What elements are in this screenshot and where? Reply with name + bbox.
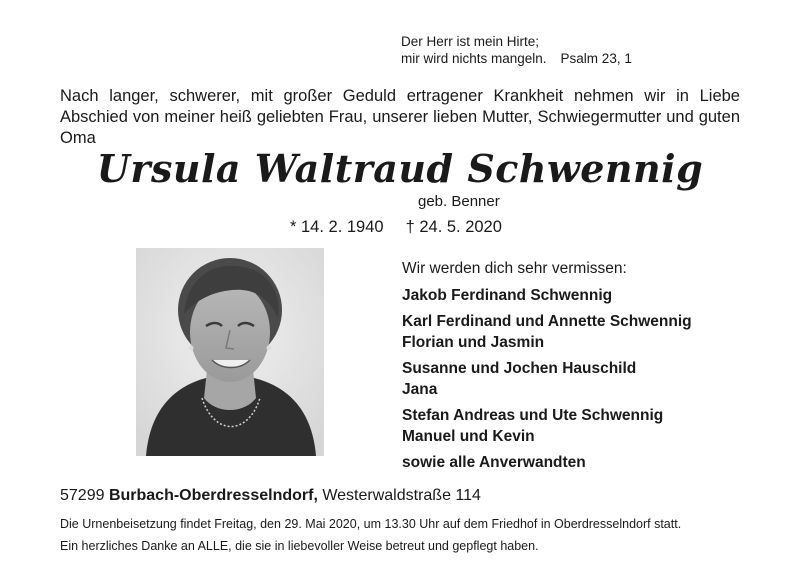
birth-name: geb. Benner — [418, 193, 500, 210]
verse-line-2 — [401, 50, 632, 67]
mourner-line: Jakob Ferdinand Schwennig — [402, 287, 613, 304]
mourner-line: Susanne und Jochen Hauschild — [402, 360, 637, 377]
verse-reference: Psalm 23, 1 — [560, 51, 632, 66]
mourner-group — [402, 452, 692, 473]
birth-date: * 14. 2. 1940 — [290, 218, 384, 236]
verse-line-1: Der Herr ist mein Hirte; — [401, 34, 540, 49]
mourner-line: sowie alle Anverwandten — [402, 454, 586, 471]
portrait-photo — [136, 248, 324, 456]
verse-line-2-text: mir wird nichts mangeln. — [401, 51, 547, 66]
bible-verse — [401, 33, 632, 67]
life-dates — [290, 217, 502, 237]
deceased-name: Ursula Waltraud Schwennig — [96, 146, 704, 191]
mourners-lead: Wir werden dich sehr vermissen: — [402, 260, 627, 277]
mourner-line: Jana — [402, 381, 438, 398]
death-date: † 24. 5. 2020 — [405, 218, 502, 236]
mourners-list — [402, 258, 692, 478]
mourner-group — [402, 405, 692, 447]
thanks-note: Ein herzliches Danke an ALLE, die sie in liebevoller Weise betreut und gepflegt haben. — [60, 539, 539, 553]
address-town: Burbach-Oberdresselndorf, — [108, 487, 318, 504]
mourner-line: Karl Ferdinand und Annette Schwennig — [402, 313, 692, 330]
address-street: Westerwaldstraße 114 — [322, 487, 481, 504]
burial-notice: Die Urnenbeisetzung findet Freitag, den 29. Mai 2020, um 13.30 Uhr auf dem Friedhof in Oberdresselndorf statt. — [60, 517, 682, 531]
mourner-group — [402, 358, 692, 400]
mourner-group — [402, 285, 692, 306]
mourner-line: Florian und Jasmin — [402, 334, 545, 351]
mourner-line: Stefan Andreas und Ute Schwennig — [402, 407, 664, 424]
mourner-line: Manuel und Kevin — [402, 428, 535, 445]
address-zip: 57299 — [60, 487, 105, 504]
portrait-illustration — [136, 248, 324, 456]
intro-text: Nach langer, schwerer, mit großer Geduld ertragener Krankheit nehmen wir in Liebe Abschied von meiner heiß geliebten Frau, unserer lieben Mutter, Schwiegermutter und guten Oma — [60, 87, 740, 147]
family-address — [60, 486, 481, 506]
mourner-group — [402, 311, 692, 353]
